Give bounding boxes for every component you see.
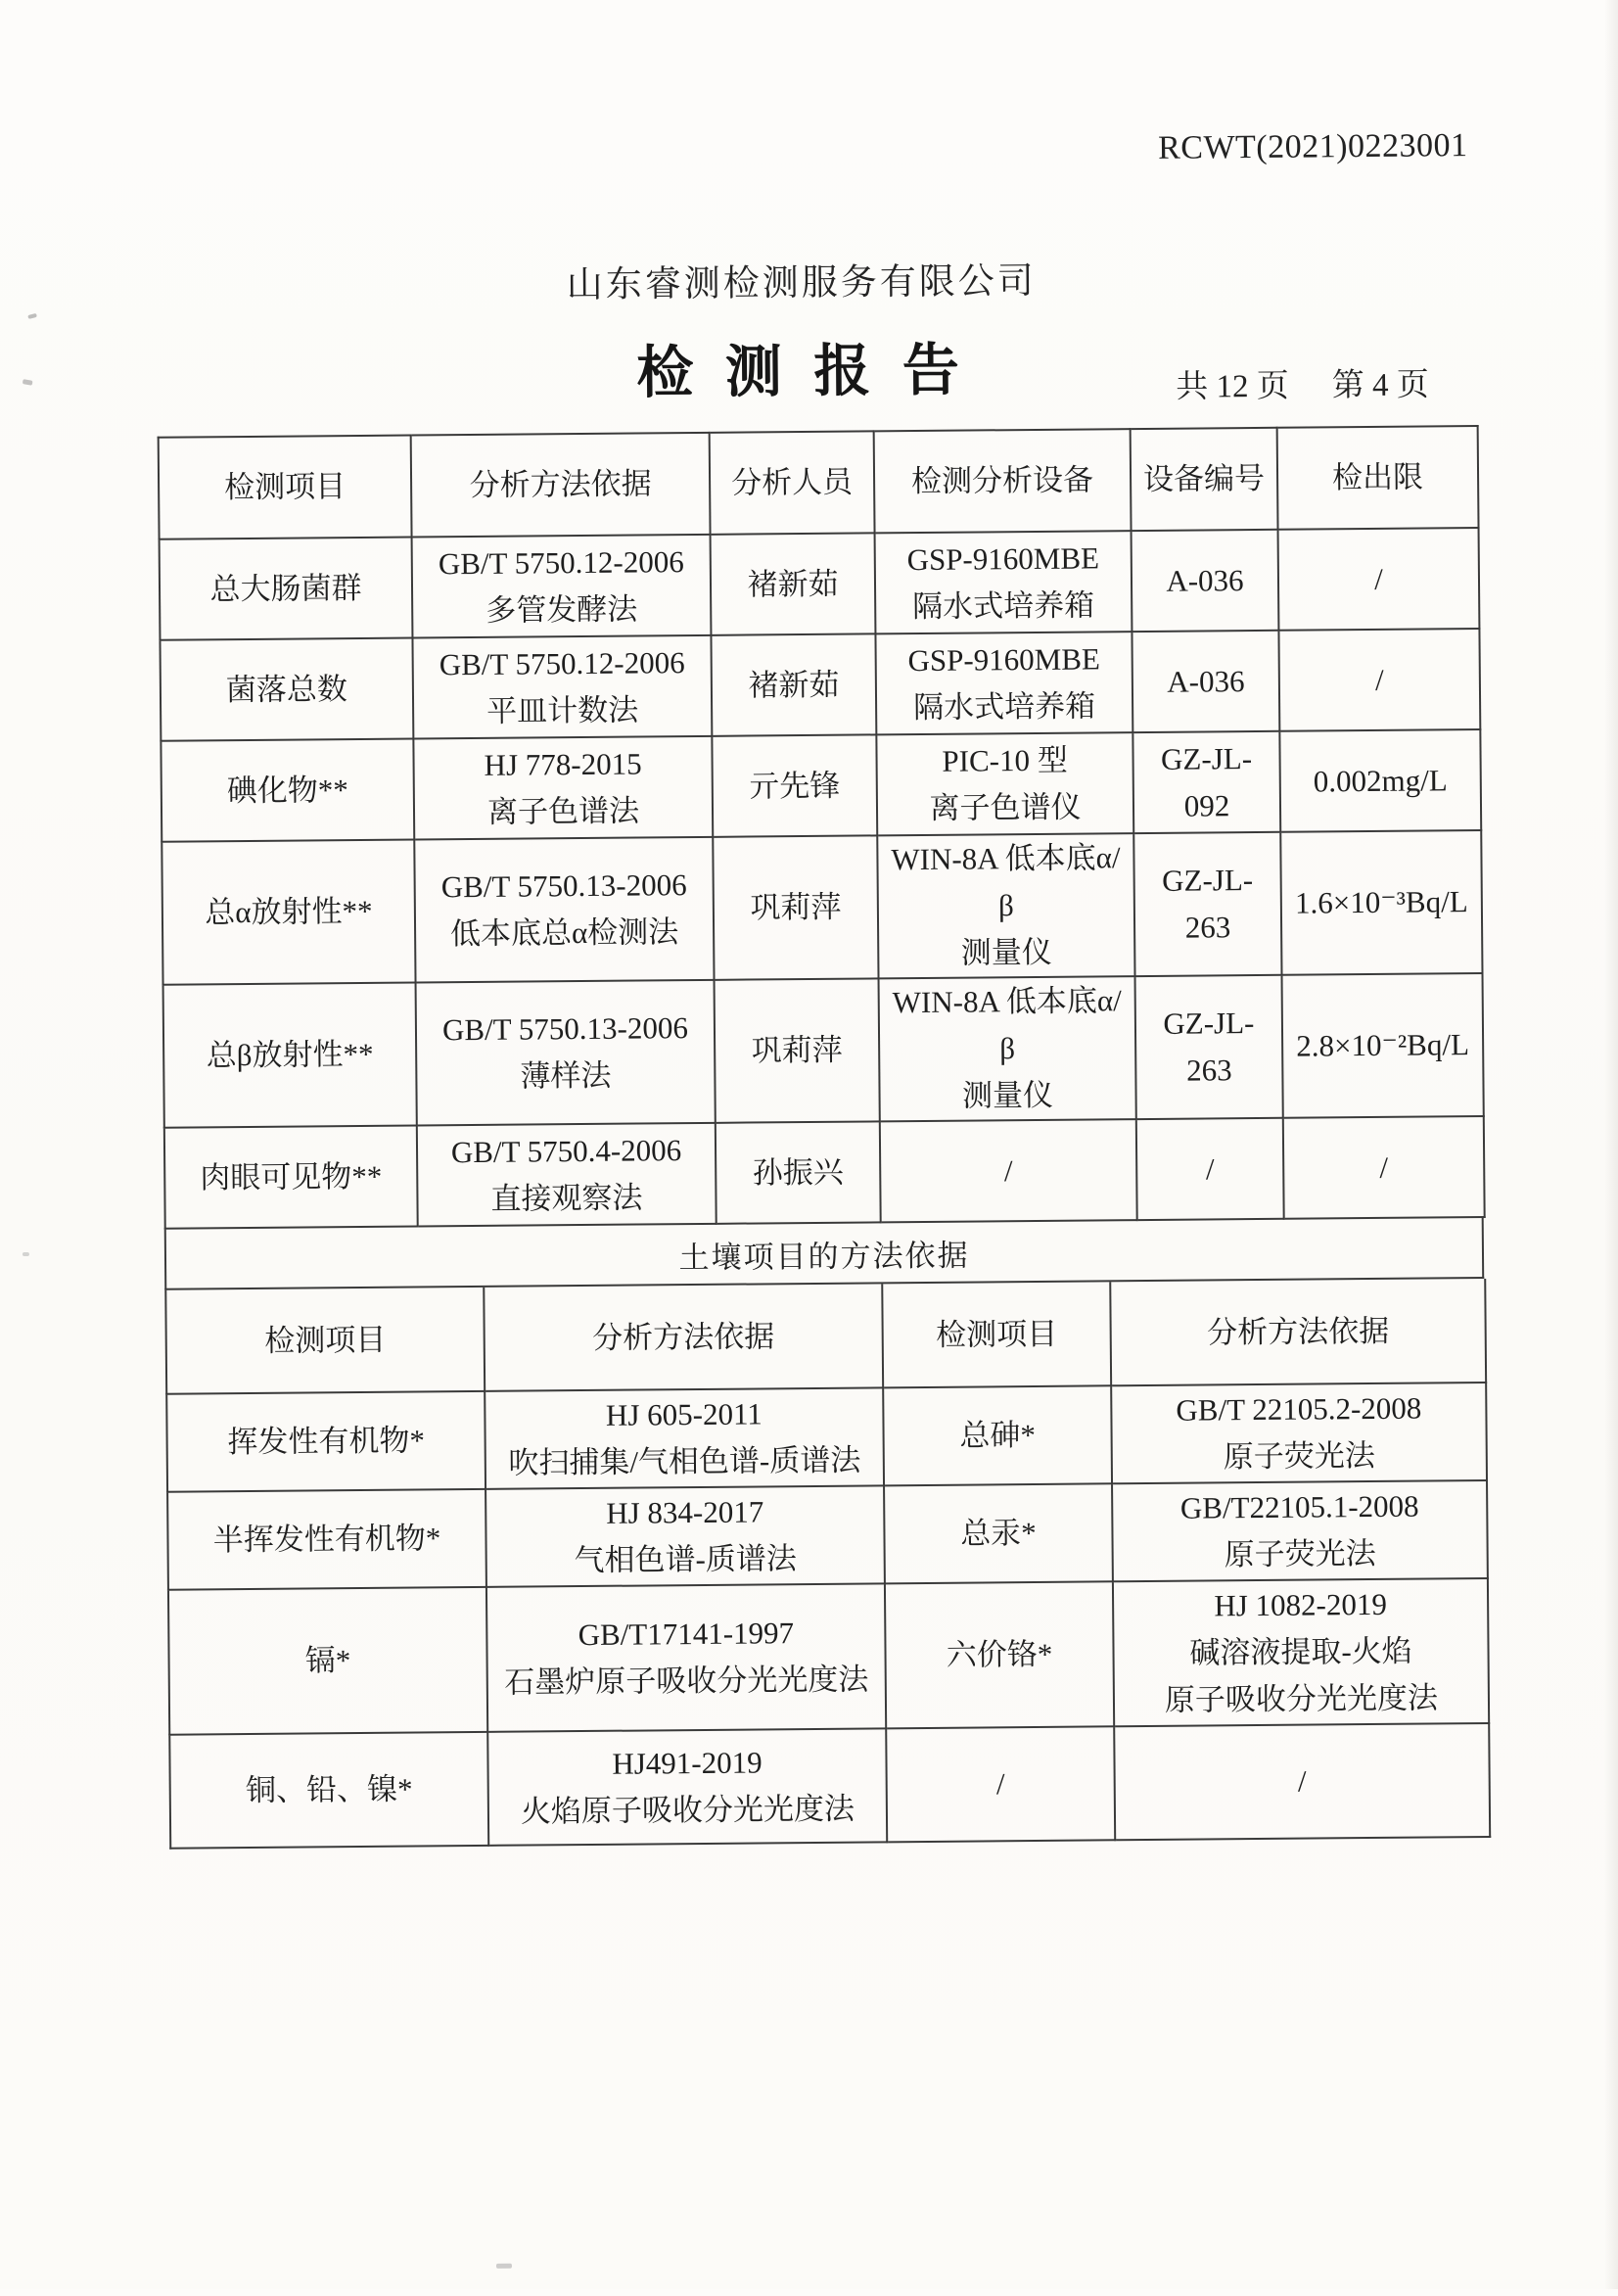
- item-cell: 六价铬*: [885, 1581, 1114, 1728]
- equipment-cell: PIC-10 型 离子色谱仪: [876, 732, 1133, 835]
- method-cell: HJ491-2019 火焰原子吸收分光光度法: [487, 1728, 887, 1846]
- table-row: [169, 1723, 1490, 1849]
- item-cell: 肉眼可见物**: [164, 1125, 418, 1228]
- analyst-cell: 亓先锋: [712, 734, 877, 836]
- item-cell: 总砷*: [883, 1385, 1112, 1485]
- method-cell: GB/T22105.1-2008 原子荧光法: [1112, 1480, 1488, 1581]
- item-cell: 挥发性有机物*: [166, 1391, 485, 1492]
- current-page: 第 4 页: [1331, 367, 1429, 404]
- limit-cell: 2.8×10⁻²Bq/L: [1282, 973, 1484, 1118]
- method-cell: GB/T 5750.4-2006 直接观察法: [417, 1123, 717, 1227]
- scan-artifact: [27, 313, 37, 319]
- table-row: [166, 1382, 1487, 1492]
- method-cell: HJ 1082-2019 碱溶液提取-火焰 原子吸收分光光度法: [1113, 1578, 1489, 1726]
- table-row: [162, 830, 1482, 985]
- method-cell: GB/T17141-1997 石墨炉原子吸收分光光度法: [486, 1583, 886, 1732]
- col-header-item: 检测项目: [159, 436, 412, 539]
- equip-no-cell: GZ-JL-263: [1135, 975, 1283, 1119]
- table-row: [160, 629, 1480, 741]
- limit-cell: /: [1278, 629, 1480, 731]
- item-cell: 镉*: [168, 1587, 487, 1735]
- method-cell: HJ 834-2017 气相色谱-质谱法: [485, 1485, 885, 1587]
- item-cell: 铜、铅、镍*: [169, 1732, 488, 1849]
- report-number: RCWT(2021)0223001: [1157, 127, 1468, 166]
- col-header-item: 检测项目: [882, 1282, 1111, 1387]
- soil-methods-table: [164, 1279, 1491, 1850]
- col-header-item: 检测项目: [165, 1288, 485, 1394]
- limit-cell: 0.002mg/L: [1279, 729, 1481, 832]
- analyst-cell: 巩莉萍: [713, 835, 878, 979]
- method-cell: /: [1114, 1723, 1490, 1840]
- equip-no-cell: /: [1136, 1118, 1284, 1220]
- method-cell: HJ 605-2011 吹扫捕集/气相色谱-质谱法: [485, 1387, 884, 1489]
- document-title: 检 测 报 告: [636, 338, 969, 405]
- table-row: [164, 1116, 1485, 1229]
- equip-no-cell: GZ-JL-092: [1133, 731, 1280, 833]
- method-cell: GB/T 5750.13-2006 低本底总α检测法: [414, 837, 714, 983]
- page-info: [1176, 358, 1429, 406]
- item-cell: 半挥发性有机物*: [167, 1489, 486, 1590]
- equip-no-cell: A-036: [1132, 631, 1279, 732]
- equipment-cell: WIN-8A 低本底α/β 测量仪: [879, 976, 1136, 1121]
- item-cell: 碘化物**: [161, 739, 414, 842]
- scanner-edge-shadow: [1604, 0, 1618, 2289]
- item-cell: 总汞*: [884, 1483, 1113, 1583]
- equipment-cell: GSP-9160MBE 隔水式培养箱: [875, 632, 1133, 734]
- company-name: 山东睿测检测服务有限公司: [566, 260, 1037, 306]
- table-row: [168, 1578, 1489, 1735]
- scan-artifact: [23, 1252, 29, 1256]
- tables-container: [158, 425, 1490, 1850]
- table-row: [163, 973, 1484, 1128]
- water-methods-table: [158, 425, 1486, 1230]
- analyst-cell: 巩莉萍: [715, 978, 880, 1122]
- limit-cell: /: [1283, 1116, 1485, 1219]
- limit-cell: 1.6×10⁻³Bq/L: [1280, 830, 1482, 975]
- col-header-equip-no: 设备编号: [1131, 428, 1278, 531]
- method-cell: GB/T 5750.12-2006 平皿计数法: [412, 635, 712, 739]
- equipment-cell: GSP-9160MBE 隔水式培养箱: [875, 531, 1133, 633]
- analyst-cell: 孙振兴: [716, 1121, 881, 1223]
- item-cell: 菌落总数: [160, 638, 413, 741]
- equipment-cell: /: [880, 1119, 1137, 1222]
- item-cell: 总β放射性**: [163, 983, 417, 1128]
- item-cell: 总大肠菌群: [160, 538, 413, 640]
- table-row: [161, 729, 1481, 842]
- col-header-method: 分析方法依据: [411, 433, 711, 538]
- analyst-cell: 褚新茹: [711, 533, 876, 634]
- col-header-method: 分析方法依据: [484, 1284, 883, 1391]
- scan-artifact: [496, 2264, 512, 2269]
- item-cell: 总α放射性**: [162, 840, 415, 985]
- equip-no-cell: A-036: [1132, 530, 1279, 632]
- soil-section-title: 土壤项目的方法依据: [164, 1218, 1484, 1290]
- equipment-cell: WIN-8A 低本底α/β 测量仪: [877, 833, 1134, 978]
- equip-no-cell: GZ-JL-263: [1133, 832, 1281, 976]
- table-row: [167, 1480, 1488, 1590]
- method-cell: GB/T 22105.2-2008 原子荧光法: [1111, 1382, 1487, 1483]
- col-header-equipment: 检测分析设备: [874, 429, 1132, 533]
- method-cell: GB/T 5750.13-2006 薄样法: [416, 980, 716, 1126]
- method-cell: GB/T 5750.12-2006 多管发酵法: [412, 535, 712, 638]
- col-header-detection-limit: 检出限: [1277, 426, 1479, 530]
- table-header-row: [159, 426, 1479, 539]
- table-row: [160, 528, 1480, 640]
- item-cell: /: [886, 1726, 1115, 1842]
- analyst-cell: 褚新茹: [711, 633, 876, 735]
- col-header-analyst: 分析人员: [710, 431, 875, 534]
- limit-cell: /: [1278, 528, 1480, 631]
- total-pages: 共 12 页: [1176, 368, 1289, 405]
- table-header-row: [165, 1279, 1486, 1394]
- method-cell: HJ 778-2015 离子色谱法: [413, 736, 713, 840]
- col-header-method: 分析方法依据: [1110, 1279, 1486, 1385]
